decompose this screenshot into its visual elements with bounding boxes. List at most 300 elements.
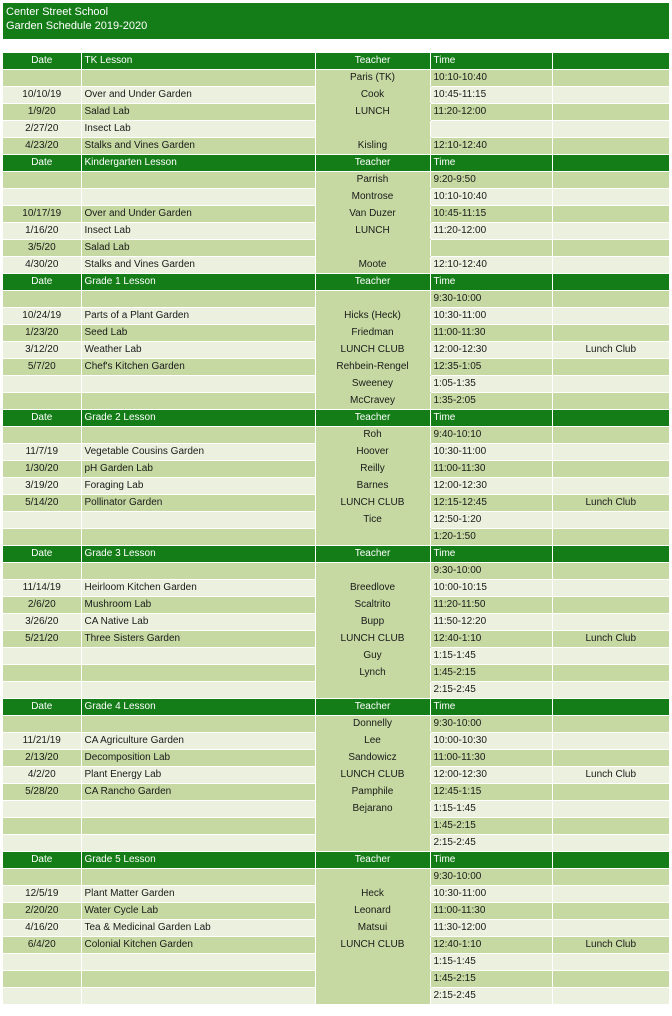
lesson-cell[interactable] (81, 376, 315, 393)
lesson-cell[interactable]: pH Garden Lab (81, 461, 315, 478)
time-cell[interactable]: 9:30-10:00 (430, 563, 552, 580)
date-cell[interactable]: 4/16/20 (3, 920, 81, 937)
header-lesson-cell[interactable]: Grade 5 Lesson (81, 852, 315, 869)
date-cell[interactable]: 6/4/20 (3, 937, 81, 954)
teacher-cell[interactable]: Lynch (315, 665, 430, 682)
date-cell[interactable] (3, 665, 81, 682)
lesson-cell[interactable]: Salad Lab (81, 104, 315, 121)
teacher-cell[interactable]: Montrose (315, 189, 430, 206)
lesson-cell[interactable] (81, 393, 315, 410)
note-cell[interactable] (552, 580, 669, 597)
time-cell[interactable]: 11:50-12:20 (430, 614, 552, 631)
date-cell[interactable] (3, 291, 81, 308)
lesson-cell[interactable] (81, 988, 315, 1005)
note-cell[interactable]: Lunch Club (552, 937, 669, 954)
note-cell[interactable] (552, 189, 669, 206)
lesson-cell[interactable] (81, 189, 315, 206)
header-note-cell[interactable] (552, 53, 669, 70)
note-cell[interactable] (552, 325, 669, 342)
lesson-cell[interactable] (81, 818, 315, 835)
time-cell[interactable]: 12:40-1:10 (430, 937, 552, 954)
date-cell[interactable]: 2/13/20 (3, 750, 81, 767)
note-cell[interactable] (552, 240, 669, 257)
teacher-cell[interactable]: LUNCH (315, 104, 430, 121)
date-cell[interactable]: 2/20/20 (3, 903, 81, 920)
lesson-cell[interactable]: CA Native Lab (81, 614, 315, 631)
date-cell[interactable] (3, 682, 81, 699)
header-teacher-cell[interactable]: Teacher (315, 699, 430, 716)
teacher-cell[interactable]: Friedman (315, 325, 430, 342)
teacher-cell[interactable]: Leonard (315, 903, 430, 920)
time-cell[interactable]: 10:00-10:15 (430, 580, 552, 597)
time-cell[interactable] (430, 240, 552, 257)
note-cell[interactable] (552, 614, 669, 631)
section-header-row (3, 852, 669, 869)
note-cell[interactable]: Lunch Club (552, 342, 669, 359)
lesson-cell[interactable]: Stalks and Vines Garden (81, 138, 315, 155)
lesson-cell[interactable]: Three Sisters Garden (81, 631, 315, 648)
time-cell[interactable]: 10:30-11:00 (430, 886, 552, 903)
note-cell[interactable] (552, 971, 669, 988)
teacher-cell[interactable]: LUNCH CLUB (315, 937, 430, 954)
header-date-cell[interactable]: Date (3, 155, 81, 172)
header-date-cell[interactable]: Date (3, 53, 81, 70)
time-cell[interactable]: 1:45-2:15 (430, 971, 552, 988)
date-cell[interactable] (3, 563, 81, 580)
time-cell[interactable]: 12:10-12:40 (430, 138, 552, 155)
date-cell[interactable]: 3/12/20 (3, 342, 81, 359)
date-cell[interactable]: 5/28/20 (3, 784, 81, 801)
note-cell[interactable] (552, 291, 669, 308)
date-cell[interactable] (3, 954, 81, 971)
note-cell[interactable] (552, 393, 669, 410)
date-cell[interactable] (3, 529, 81, 546)
date-cell[interactable] (3, 988, 81, 1005)
date-cell[interactable]: 5/21/20 (3, 631, 81, 648)
table-row (3, 461, 669, 478)
time-cell[interactable]: 11:20-11:50 (430, 597, 552, 614)
date-cell[interactable]: 4/23/20 (3, 138, 81, 155)
time-cell[interactable]: 1:45-2:15 (430, 665, 552, 682)
teacher-cell[interactable] (315, 529, 430, 546)
lesson-cell[interactable]: CA Rancho Garden (81, 784, 315, 801)
header-time-cell[interactable]: Time (430, 852, 552, 869)
note-cell[interactable] (552, 257, 669, 274)
note-cell[interactable]: Lunch Club (552, 767, 669, 784)
lesson-cell[interactable]: Heirloom Kitchen Garden (81, 580, 315, 597)
header-teacher-cell[interactable]: Teacher (315, 155, 430, 172)
teacher-cell[interactable]: Donnelly (315, 716, 430, 733)
teacher-cell[interactable]: Bupp (315, 614, 430, 631)
teacher-cell[interactable]: Heck (315, 886, 430, 903)
date-cell[interactable] (3, 801, 81, 818)
note-cell[interactable] (552, 818, 669, 835)
lesson-cell[interactable] (81, 682, 315, 699)
teacher-cell[interactable]: Barnes (315, 478, 430, 495)
lesson-cell[interactable] (81, 512, 315, 529)
table-row (3, 937, 669, 954)
time-cell[interactable]: 9:40-10:10 (430, 427, 552, 444)
date-cell[interactable] (3, 971, 81, 988)
lesson-cell[interactable] (81, 427, 315, 444)
time-cell[interactable]: 11:30-12:00 (430, 920, 552, 937)
teacher-cell[interactable] (315, 818, 430, 835)
teacher-cell[interactable]: Rehbein-Rengel (315, 359, 430, 376)
date-cell[interactable] (3, 70, 81, 87)
table-row (3, 818, 669, 835)
header-time-cell[interactable]: Time (430, 410, 552, 427)
time-cell[interactable]: 9:20-9:50 (430, 172, 552, 189)
date-cell[interactable] (3, 512, 81, 529)
note-cell[interactable] (552, 954, 669, 971)
lesson-cell[interactable]: Weather Lab (81, 342, 315, 359)
title-block (3, 3, 669, 39)
lesson-cell[interactable]: Mushroom Lab (81, 597, 315, 614)
time-cell[interactable]: 12:00-12:30 (430, 478, 552, 495)
time-cell[interactable]: 1:15-1:45 (430, 801, 552, 818)
lesson-cell[interactable]: Colonial Kitchen Garden (81, 937, 315, 954)
date-cell[interactable] (3, 818, 81, 835)
lesson-cell[interactable] (81, 70, 315, 87)
time-cell[interactable]: 10:10-10:40 (430, 189, 552, 206)
table-row (3, 886, 669, 903)
time-cell[interactable]: 1:05-1:35 (430, 376, 552, 393)
time-cell[interactable]: 12:50-1:20 (430, 512, 552, 529)
table-row (3, 138, 669, 155)
teacher-cell[interactable]: Pamphile (315, 784, 430, 801)
table-row (3, 631, 669, 648)
header-date-cell[interactable]: Date (3, 852, 81, 869)
lesson-cell[interactable] (81, 801, 315, 818)
note-cell[interactable] (552, 784, 669, 801)
table-row (3, 342, 669, 359)
header-teacher-cell[interactable]: Teacher (315, 546, 430, 563)
header-note-cell[interactable] (552, 699, 669, 716)
lesson-cell[interactable] (81, 648, 315, 665)
note-cell[interactable] (552, 512, 669, 529)
teacher-cell[interactable]: LUNCH (315, 223, 430, 240)
time-cell[interactable]: 11:00-11:30 (430, 750, 552, 767)
teacher-cell[interactable]: Bejarano (315, 801, 430, 818)
date-cell[interactable]: 5/7/20 (3, 359, 81, 376)
note-cell[interactable] (552, 427, 669, 444)
header-teacher-cell[interactable]: Teacher (315, 274, 430, 291)
time-cell[interactable]: 11:00-11:30 (430, 903, 552, 920)
header-date-cell[interactable]: Date (3, 699, 81, 716)
date-cell[interactable]: 1/30/20 (3, 461, 81, 478)
header-lesson-cell[interactable]: Kindergarten Lesson (81, 155, 315, 172)
date-cell[interactable] (3, 648, 81, 665)
note-cell[interactable] (552, 308, 669, 325)
lesson-cell[interactable]: Plant Matter Garden (81, 886, 315, 903)
note-cell[interactable] (552, 716, 669, 733)
note-cell[interactable]: Lunch Club (552, 631, 669, 648)
note-cell[interactable] (552, 70, 669, 87)
lesson-cell[interactable]: Over and Under Garden (81, 206, 315, 223)
teacher-cell[interactable] (315, 988, 430, 1005)
date-cell[interactable] (3, 393, 81, 410)
lesson-cell[interactable]: Vegetable Cousins Garden (81, 444, 315, 461)
table-row (3, 376, 669, 393)
note-cell[interactable] (552, 801, 669, 818)
header-lesson-cell[interactable]: Grade 2 Lesson (81, 410, 315, 427)
note-cell[interactable] (552, 682, 669, 699)
date-cell[interactable]: 11/14/19 (3, 580, 81, 597)
note-cell[interactable] (552, 529, 669, 546)
header-time-cell[interactable]: Time (430, 155, 552, 172)
lesson-cell[interactable]: Tea & Medicinal Garden Lab (81, 920, 315, 937)
table-row (3, 121, 669, 138)
time-cell[interactable]: 10:45-11:15 (430, 206, 552, 223)
section-header-row (3, 410, 669, 427)
header-note-cell[interactable] (552, 546, 669, 563)
time-cell[interactable]: 1:45-2:15 (430, 818, 552, 835)
section-header-row (3, 274, 669, 291)
time-cell[interactable]: 10:30-11:00 (430, 308, 552, 325)
time-cell[interactable]: 12:00-12:30 (430, 767, 552, 784)
date-cell[interactable]: 3/5/20 (3, 240, 81, 257)
teacher-cell[interactable]: Paris (TK) (315, 70, 430, 87)
time-cell[interactable]: 2:15-2:45 (430, 835, 552, 852)
time-cell[interactable]: 11:00-11:30 (430, 461, 552, 478)
lesson-cell[interactable]: Insect Lab (81, 121, 315, 138)
note-cell[interactable] (552, 597, 669, 614)
date-cell[interactable] (3, 376, 81, 393)
date-cell[interactable]: 11/7/19 (3, 444, 81, 461)
date-cell[interactable] (3, 869, 81, 886)
time-cell[interactable]: 10:10-10:40 (430, 70, 552, 87)
header-lesson-cell[interactable]: TK Lesson (81, 53, 315, 70)
time-cell[interactable]: 12:45-1:15 (430, 784, 552, 801)
header-time-cell[interactable]: Time (430, 699, 552, 716)
header-time-cell[interactable]: Time (430, 53, 552, 70)
lesson-cell[interactable]: Over and Under Garden (81, 87, 315, 104)
date-cell[interactable]: 10/17/19 (3, 206, 81, 223)
teacher-cell[interactable]: Guy (315, 648, 430, 665)
time-cell[interactable]: 10:00-10:30 (430, 733, 552, 750)
date-cell[interactable]: 3/19/20 (3, 478, 81, 495)
note-cell[interactable] (552, 478, 669, 495)
date-cell[interactable]: 2/6/20 (3, 597, 81, 614)
time-cell[interactable]: 12:00-12:30 (430, 342, 552, 359)
teacher-cell[interactable] (315, 835, 430, 852)
teacher-cell[interactable] (315, 121, 430, 138)
time-cell[interactable]: 2:15-2:45 (430, 988, 552, 1005)
lesson-cell[interactable] (81, 529, 315, 546)
time-cell[interactable]: 11:00-11:30 (430, 325, 552, 342)
note-cell[interactable] (552, 835, 669, 852)
note-cell[interactable] (552, 87, 669, 104)
teacher-cell[interactable] (315, 971, 430, 988)
lesson-cell[interactable] (81, 971, 315, 988)
time-cell[interactable]: 12:15-12:45 (430, 495, 552, 512)
date-cell[interactable]: 10/24/19 (3, 308, 81, 325)
lesson-cell[interactable]: Insect Lab (81, 223, 315, 240)
header-lesson-cell[interactable]: Grade 4 Lesson (81, 699, 315, 716)
date-cell[interactable]: 1/9/20 (3, 104, 81, 121)
lesson-cell[interactable]: Salad Lab (81, 240, 315, 257)
time-cell[interactable]: 11:20-12:00 (430, 223, 552, 240)
teacher-cell[interactable]: Sandowicz (315, 750, 430, 767)
teacher-cell[interactable] (315, 563, 430, 580)
header-date-cell[interactable]: Date (3, 274, 81, 291)
date-cell[interactable] (3, 427, 81, 444)
time-cell[interactable]: 9:30-10:00 (430, 291, 552, 308)
teacher-cell[interactable]: Tice (315, 512, 430, 529)
time-cell[interactable] (430, 121, 552, 138)
teacher-cell[interactable]: Scaltrito (315, 597, 430, 614)
header-time-cell[interactable]: Time (430, 546, 552, 563)
note-cell[interactable] (552, 223, 669, 240)
time-cell[interactable]: 10:30-11:00 (430, 444, 552, 461)
teacher-cell[interactable] (315, 682, 430, 699)
lesson-cell[interactable] (81, 954, 315, 971)
note-cell[interactable] (552, 750, 669, 767)
lesson-cell[interactable]: Seed Lab (81, 325, 315, 342)
date-cell[interactable]: 1/23/20 (3, 325, 81, 342)
teacher-cell[interactable]: Roh (315, 427, 430, 444)
header-note-cell[interactable] (552, 410, 669, 427)
table-row (3, 189, 669, 206)
note-cell[interactable]: Lunch Club (552, 495, 669, 512)
teacher-cell[interactable] (315, 291, 430, 308)
lesson-cell[interactable]: CA Agriculture Garden (81, 733, 315, 750)
note-cell[interactable] (552, 444, 669, 461)
note-cell[interactable] (552, 104, 669, 121)
teacher-cell[interactable]: Lee (315, 733, 430, 750)
date-cell[interactable] (3, 716, 81, 733)
lesson-cell[interactable]: Plant Energy Lab (81, 767, 315, 784)
table-row (3, 716, 669, 733)
time-cell[interactable]: 1:15-1:45 (430, 648, 552, 665)
table-row (3, 104, 669, 121)
date-cell[interactable] (3, 172, 81, 189)
table-row (3, 240, 669, 257)
note-cell[interactable] (552, 869, 669, 886)
note-cell[interactable] (552, 138, 669, 155)
time-cell[interactable]: 1:20-1:50 (430, 529, 552, 546)
time-cell[interactable]: 12:35-1:05 (430, 359, 552, 376)
header-time-cell[interactable]: Time (430, 274, 552, 291)
header-lesson-cell[interactable]: Grade 1 Lesson (81, 274, 315, 291)
date-cell[interactable]: 3/26/20 (3, 614, 81, 631)
note-cell[interactable] (552, 920, 669, 937)
lesson-cell[interactable] (81, 172, 315, 189)
note-cell[interactable] (552, 359, 669, 376)
table-row (3, 869, 669, 886)
lesson-cell[interactable]: Stalks and Vines Garden (81, 257, 315, 274)
header-date-cell[interactable]: Date (3, 410, 81, 427)
header-teacher-cell[interactable]: Teacher (315, 410, 430, 427)
teacher-cell[interactable]: Matsui (315, 920, 430, 937)
lesson-cell[interactable] (81, 835, 315, 852)
teacher-cell[interactable]: LUNCH CLUB (315, 342, 430, 359)
note-cell[interactable] (552, 886, 669, 903)
date-cell[interactable]: 5/14/20 (3, 495, 81, 512)
teacher-cell[interactable] (315, 869, 430, 886)
lesson-cell[interactable] (81, 563, 315, 580)
note-cell[interactable] (552, 563, 669, 580)
time-cell[interactable]: 12:10-12:40 (430, 257, 552, 274)
teacher-cell[interactable]: LUNCH CLUB (315, 767, 430, 784)
section-header-row (3, 699, 669, 716)
lesson-cell[interactable]: Chef's Kitchen Garden (81, 359, 315, 376)
teacher-cell[interactable]: Moote (315, 257, 430, 274)
lesson-cell[interactable] (81, 716, 315, 733)
time-cell[interactable]: 1:35-2:05 (430, 393, 552, 410)
teacher-cell[interactable]: Van Duzer (315, 206, 430, 223)
header-note-cell[interactable] (552, 155, 669, 172)
teacher-cell[interactable] (315, 240, 430, 257)
lesson-cell[interactable]: Pollinator Garden (81, 495, 315, 512)
lesson-cell[interactable] (81, 665, 315, 682)
time-cell[interactable]: 9:30-10:00 (430, 716, 552, 733)
teacher-cell[interactable]: Parrish (315, 172, 430, 189)
time-cell[interactable]: 11:20-12:00 (430, 104, 552, 121)
header-note-cell[interactable] (552, 852, 669, 869)
teacher-cell[interactable]: Breedlove (315, 580, 430, 597)
date-cell[interactable]: 1/16/20 (3, 223, 81, 240)
date-cell[interactable]: 4/2/20 (3, 767, 81, 784)
note-cell[interactable] (552, 665, 669, 682)
note-cell[interactable] (552, 461, 669, 478)
time-cell[interactable]: 9:30-10:00 (430, 869, 552, 886)
teacher-cell[interactable]: McCravey (315, 393, 430, 410)
teacher-cell[interactable]: Hicks (Heck) (315, 308, 430, 325)
lesson-cell[interactable]: Water Cycle Lab (81, 903, 315, 920)
lesson-cell[interactable] (81, 291, 315, 308)
teacher-cell[interactable]: Cook (315, 87, 430, 104)
date-cell[interactable]: 4/30/20 (3, 257, 81, 274)
time-cell[interactable]: 12:40-1:10 (430, 631, 552, 648)
note-cell[interactable] (552, 903, 669, 920)
header-teacher-cell[interactable]: Teacher (315, 53, 430, 70)
date-cell[interactable]: 2/27/20 (3, 121, 81, 138)
header-note-cell[interactable] (552, 274, 669, 291)
teacher-cell[interactable] (315, 954, 430, 971)
table-row (3, 512, 669, 529)
teacher-cell[interactable]: Hoover (315, 444, 430, 461)
header-teacher-cell[interactable]: Teacher (315, 852, 430, 869)
lesson-cell[interactable]: Parts of a Plant Garden (81, 308, 315, 325)
lesson-cell[interactable]: Foraging Lab (81, 478, 315, 495)
teacher-cell[interactable]: Kisling (315, 138, 430, 155)
teacher-cell[interactable]: LUNCH CLUB (315, 495, 430, 512)
lesson-cell[interactable] (81, 869, 315, 886)
lesson-cell[interactable]: Decomposition Lab (81, 750, 315, 767)
note-cell[interactable] (552, 988, 669, 1005)
header-lesson-cell[interactable]: Grade 3 Lesson (81, 546, 315, 563)
header-date-cell[interactable]: Date (3, 546, 81, 563)
note-cell[interactable] (552, 172, 669, 189)
teacher-cell[interactable]: LUNCH CLUB (315, 631, 430, 648)
time-cell[interactable]: 10:45-11:15 (430, 87, 552, 104)
date-cell[interactable]: 10/10/19 (3, 87, 81, 104)
teacher-cell[interactable]: Reilly (315, 461, 430, 478)
note-cell[interactable] (552, 733, 669, 750)
note-cell[interactable] (552, 206, 669, 223)
time-cell[interactable]: 1:15-1:45 (430, 954, 552, 971)
note-cell[interactable] (552, 376, 669, 393)
teacher-cell[interactable]: Sweeney (315, 376, 430, 393)
date-cell[interactable] (3, 835, 81, 852)
time-cell[interactable]: 2:15-2:45 (430, 682, 552, 699)
date-cell[interactable]: 12/5/19 (3, 886, 81, 903)
date-cell[interactable]: 11/21/19 (3, 733, 81, 750)
note-cell[interactable] (552, 648, 669, 665)
date-cell[interactable] (3, 189, 81, 206)
note-cell[interactable] (552, 121, 669, 138)
